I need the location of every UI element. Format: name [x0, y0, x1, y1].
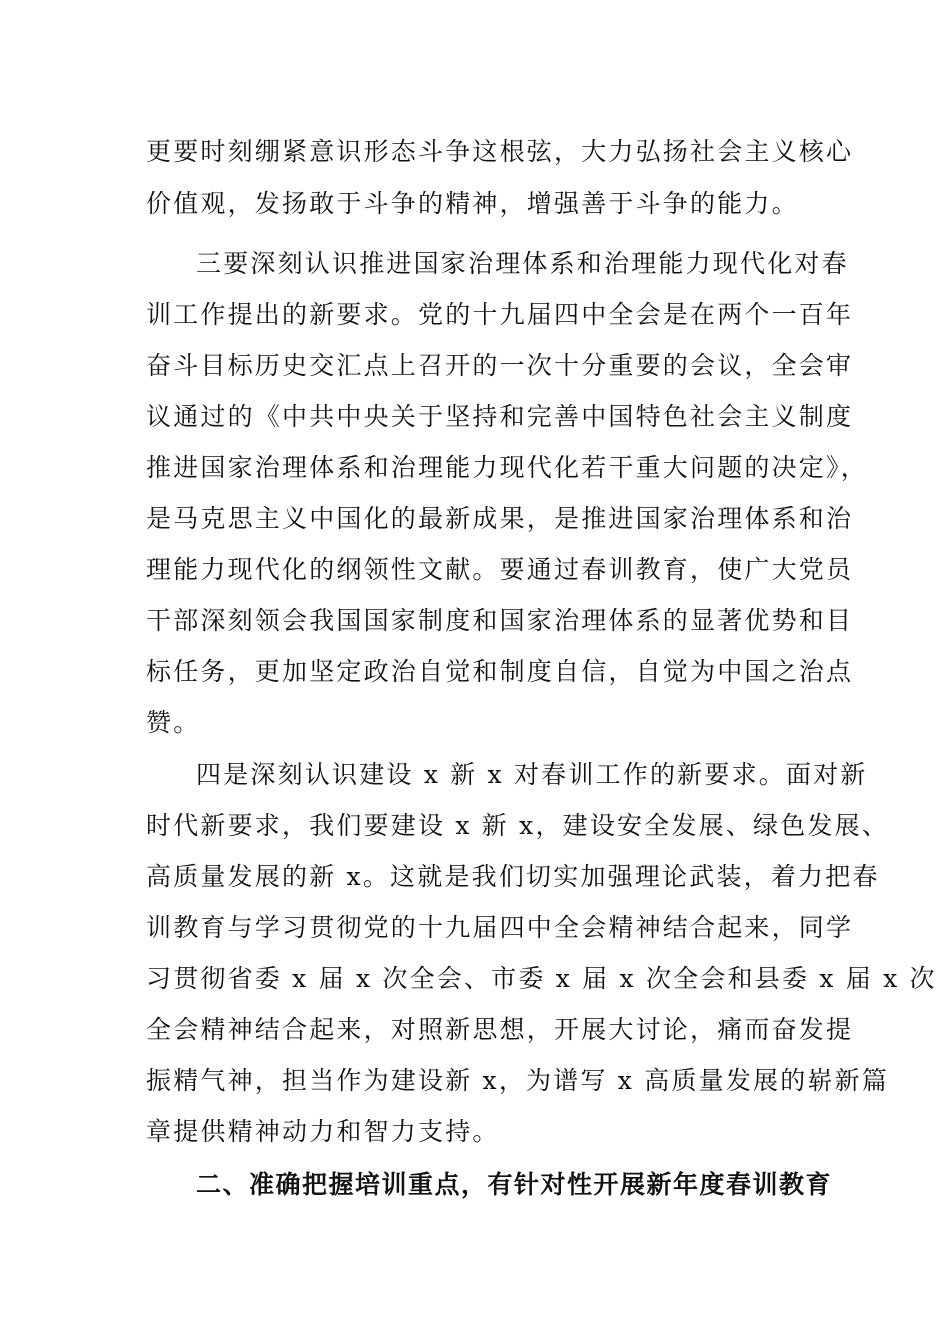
paragraph-line: 是马克思主义中国化的最新成果，是推进国家治理体系和治 — [146, 504, 854, 533]
paragraph-line: 习贯彻省委 x 届 x 次全会、市委 x 届 x 次全会和县委 x 届 x 次 — [146, 964, 937, 993]
paragraph-line: 标任务，更加坚定政治自觉和制度自信，自觉为中国之治点 — [146, 657, 854, 686]
paragraph-line: 训教育与学习贯彻党的十九届四中全会精神结合起来，同学 — [146, 913, 854, 942]
paragraph-line: 价值观，发扬敢于斗争的精神，增强善于斗争的能力。 — [146, 189, 799, 218]
section-heading: 二、准确把握培训重点，有针对性开展新年度春训教育 — [196, 1170, 833, 1199]
paragraph-line: 议通过的《中共中央关于坚持和完善中国特色社会主义制度 — [146, 402, 854, 431]
paragraph-line: 奋斗目标历史交汇点上召开的一次十分重要的会议，全会审 — [146, 351, 854, 380]
paragraph-line: 理能力现代化的纲领性文献。要通过春训教育，使广大党员 — [146, 555, 854, 584]
paragraph-line: 时代新要求，我们要建设 x 新 x，建设安全发展、绿色发展、 — [146, 811, 890, 840]
paragraph-line: 章提供精神动力和智力支持。 — [146, 1117, 500, 1146]
paragraph-line: 全会精神结合起来，对照新思想，开展大讨论，痛而奋发提 — [146, 1015, 854, 1044]
paragraph-line: 振精气神，担当作为建设新 x，为谱写 x 高质量发展的崭新篇 — [146, 1066, 890, 1095]
paragraph-line: 四是深刻认识建设 x 新 x 对春训工作的新要求。面对新 — [196, 760, 868, 789]
paragraph-line: 赞。 — [146, 708, 201, 737]
paragraph-line: 推进国家治理体系和治理能力现代化若干重大问题的决定》， — [146, 453, 868, 482]
paragraph-line: 训工作提出的新要求。党的十九届四中全会是在两个一百年 — [146, 300, 854, 329]
paragraph-line: 三要深刻认识推进国家治理体系和治理能力现代化对春 — [196, 249, 849, 278]
paragraph-line: 干部深刻领会我国国家制度和国家治理体系的显著优势和目 — [146, 606, 854, 635]
paragraph-line: 更要时刻绷紧意识形态斗争这根弦，大力弘扬社会主义核心 — [146, 137, 854, 166]
paragraph-line: 高质量发展的新 x。这就是我们切实加强理论武装，着力把春 — [146, 862, 880, 891]
